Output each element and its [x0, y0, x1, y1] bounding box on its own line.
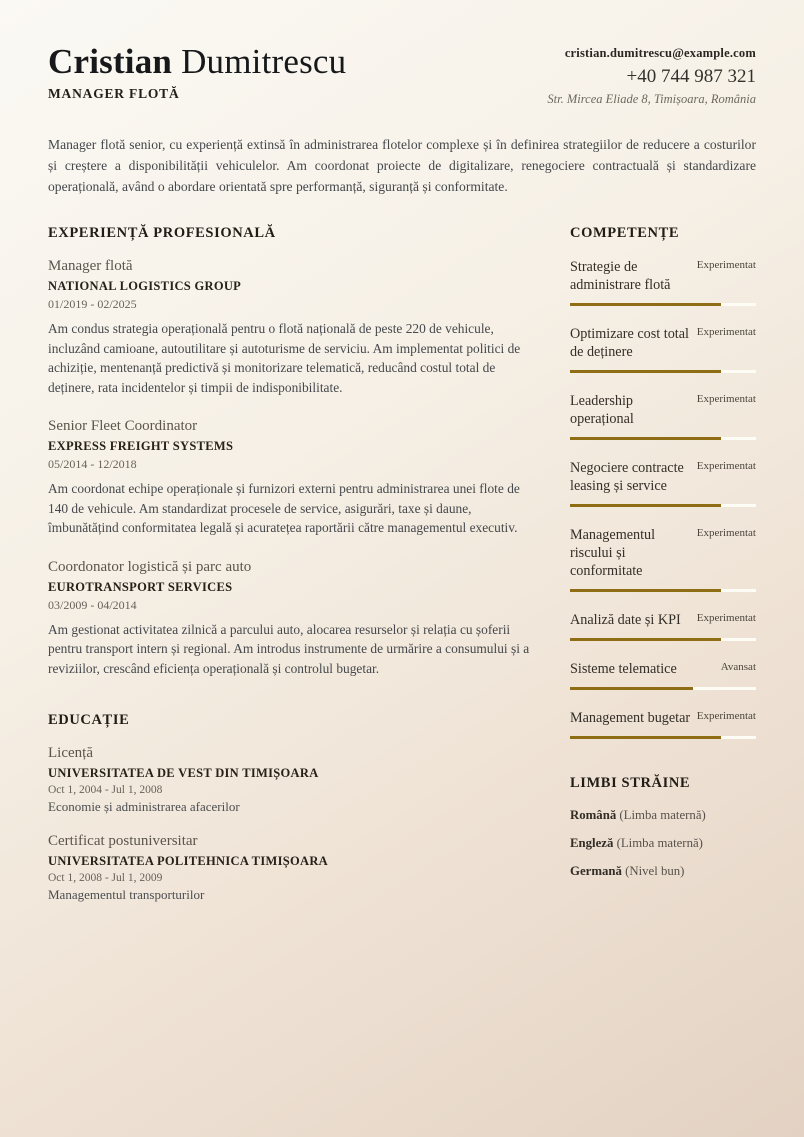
skill-name: Leadership operațional: [570, 393, 634, 427]
language-item: [570, 808, 756, 823]
languages-section: [570, 775, 756, 879]
skill-bar: [570, 736, 756, 739]
skill-level: Experimentat: [696, 393, 756, 405]
skill-name: Management bugetar: [570, 710, 691, 726]
skill-bar-fill: [570, 736, 721, 739]
skill-bar-fill: [570, 504, 721, 507]
skill-bar: [570, 303, 756, 306]
skill-item: [570, 660, 756, 690]
person-name: [48, 42, 346, 82]
job-title: Coordonator logistică și parc auto: [48, 558, 252, 575]
language-level: (Limba maternă): [619, 808, 706, 822]
skill-bar: [570, 370, 756, 373]
language-name: Germană: [570, 864, 622, 878]
language-name: Română: [570, 808, 617, 822]
job-dates: 01/2019 - 02/2025: [48, 297, 137, 311]
skill-bar: [570, 437, 756, 440]
skill-bar: [570, 504, 756, 507]
contact-address: Str. Mircea Eliade 8, Timișoara, România: [547, 92, 756, 106]
job-entry: [48, 258, 535, 397]
skill-name: Sisteme telematice: [570, 661, 677, 677]
contact-block: [547, 42, 756, 107]
language-level: (Nivel bun): [625, 864, 685, 878]
skill-level: Experimentat: [696, 527, 756, 539]
person-job-title: MANAGER FLOTĂ: [48, 86, 180, 101]
left-column: [48, 225, 535, 921]
skills-heading: COMPETENȚE: [570, 225, 680, 241]
skill-name: Managementul riscului și conformitate: [570, 527, 656, 579]
resume-header: [48, 42, 756, 107]
skill-bar: [570, 589, 756, 592]
education-field: Managementul transporturilor: [48, 887, 205, 902]
skill-level: Experimentat: [696, 710, 756, 722]
skill-item: [570, 258, 756, 306]
professional-summary: Manager flotă senior, cu experiență extinsă în administrarea flotelor complexe și în definirea strategiilor de reducere a costurilor și creștere a disponibilității vehiculelor. Am coordonat proiecte de digitalizare, renegociere contractuală și standardizare operațională, având o abordare orientată spre performanță, siguranță și conformitate.: [48, 137, 756, 194]
skill-level: Experimentat: [696, 612, 756, 624]
education-dates: Oct 1, 2008 - Jul 1, 2009: [48, 872, 163, 884]
education-dates: Oct 1, 2004 - Jul 1, 2008: [48, 784, 163, 796]
skill-item: [570, 459, 756, 507]
identity-block: [48, 42, 346, 102]
skill-bar-fill: [570, 589, 721, 592]
job-company: EUROTRANSPORT SERVICES: [48, 579, 233, 594]
education-degree: Licență: [48, 745, 93, 761]
skill-bar-fill: [570, 638, 721, 641]
job-company: NATIONAL LOGISTICS GROUP: [48, 279, 242, 293]
education-school: UNIVERSITATEA DE VEST DIN TIMIȘOARA: [48, 766, 319, 780]
education-degree: Certificat postuniversitar: [48, 833, 198, 849]
experience-section: [48, 225, 535, 678]
skill-item: [570, 611, 756, 641]
skills-section: [570, 225, 756, 739]
job-description: Am coordonat echipe operaționale și furnizori externi pentru administrarea unei flote de 140 de vehicule. Am standardizat procesele de service, asigurări, taxe și daune, îmbunătățind conformitatea legală și acuratețea raportării către managementul executiv.: [48, 481, 520, 535]
job-title: Manager flotă: [48, 258, 133, 274]
content-columns: [48, 225, 756, 921]
skill-bar: [570, 638, 756, 641]
job-dates: 03/2009 - 04/2014: [48, 597, 137, 612]
last-name: Dumitrescu: [181, 42, 347, 81]
job-description: Am condus strategia operațională pentru o flotă națională de peste 220 de vehicule, incluzând camioane, autoutilitare și autoturisme de serviciu. Am implementat politici de achiziție, mentenanță predictivă și monitorizare telematică, reducând costul total de deținere, rata incidentelor și timpii de indisponibilitate.: [48, 321, 521, 395]
experience-heading: EXPERIENȚĂ PROFESIONALĂ: [48, 225, 276, 241]
skill-name: Analiză date și KPI: [570, 612, 681, 628]
skill-item: [570, 392, 756, 440]
skill-level: Experimentat: [696, 326, 756, 338]
language-item: [570, 836, 756, 851]
education-field: Economie și administrarea afacerilor: [48, 799, 240, 814]
job-description: Am gestionat activitatea zilnică a parcului auto, alocarea resurselor și relația cu șoferii pentru transport intern și regional. Am introdus instrumente de urmărire a consumului și a reviziilor, crescând eficiența operațională și controlul bugetar.: [48, 621, 530, 676]
skill-bar-fill: [570, 437, 721, 440]
skill-name: Negociere contracte leasing și service: [570, 460, 684, 494]
skill-bar-fill: [570, 370, 721, 373]
education-heading: EDUCAȚIE: [48, 712, 130, 728]
contact-phone: +40 744 987 321: [626, 66, 756, 87]
language-name: Engleză: [570, 836, 614, 850]
job-dates: 05/2014 - 12/2018: [48, 457, 137, 471]
education-school: UNIVERSITATEA POLITEHNICA TIMIȘOARA: [48, 854, 329, 868]
job-company: EXPRESS FREIGHT SYSTEMS: [48, 439, 234, 453]
job-title: Senior Fleet Coordinator: [48, 418, 198, 434]
skill-name: Optimizare cost total de deținere: [570, 326, 689, 360]
language-level: (Limba maternă): [616, 836, 703, 850]
first-name: Cristian: [48, 42, 173, 81]
skill-bar-fill: [570, 303, 721, 306]
language-item: [570, 864, 756, 879]
education-section: [48, 712, 535, 903]
job-entry: [48, 559, 535, 679]
skill-bar: [570, 687, 756, 690]
skill-name: Strategie de administrare flotă: [570, 259, 671, 293]
skill-item: [570, 325, 756, 373]
right-column: [570, 225, 756, 921]
skill-level: Experimentat: [696, 460, 756, 472]
job-entry: [48, 418, 535, 538]
contact-email: cristian.dumitrescu@example.com: [564, 46, 756, 60]
skill-level: Experimentat: [696, 259, 756, 271]
skill-level: Avansat: [720, 661, 756, 673]
skill-item: [570, 526, 756, 592]
skill-bar-fill: [570, 687, 693, 690]
education-entry: [48, 833, 535, 903]
languages-heading: LIMBI STRĂINE: [570, 775, 691, 791]
skill-item: [570, 709, 756, 739]
education-entry: [48, 745, 535, 815]
